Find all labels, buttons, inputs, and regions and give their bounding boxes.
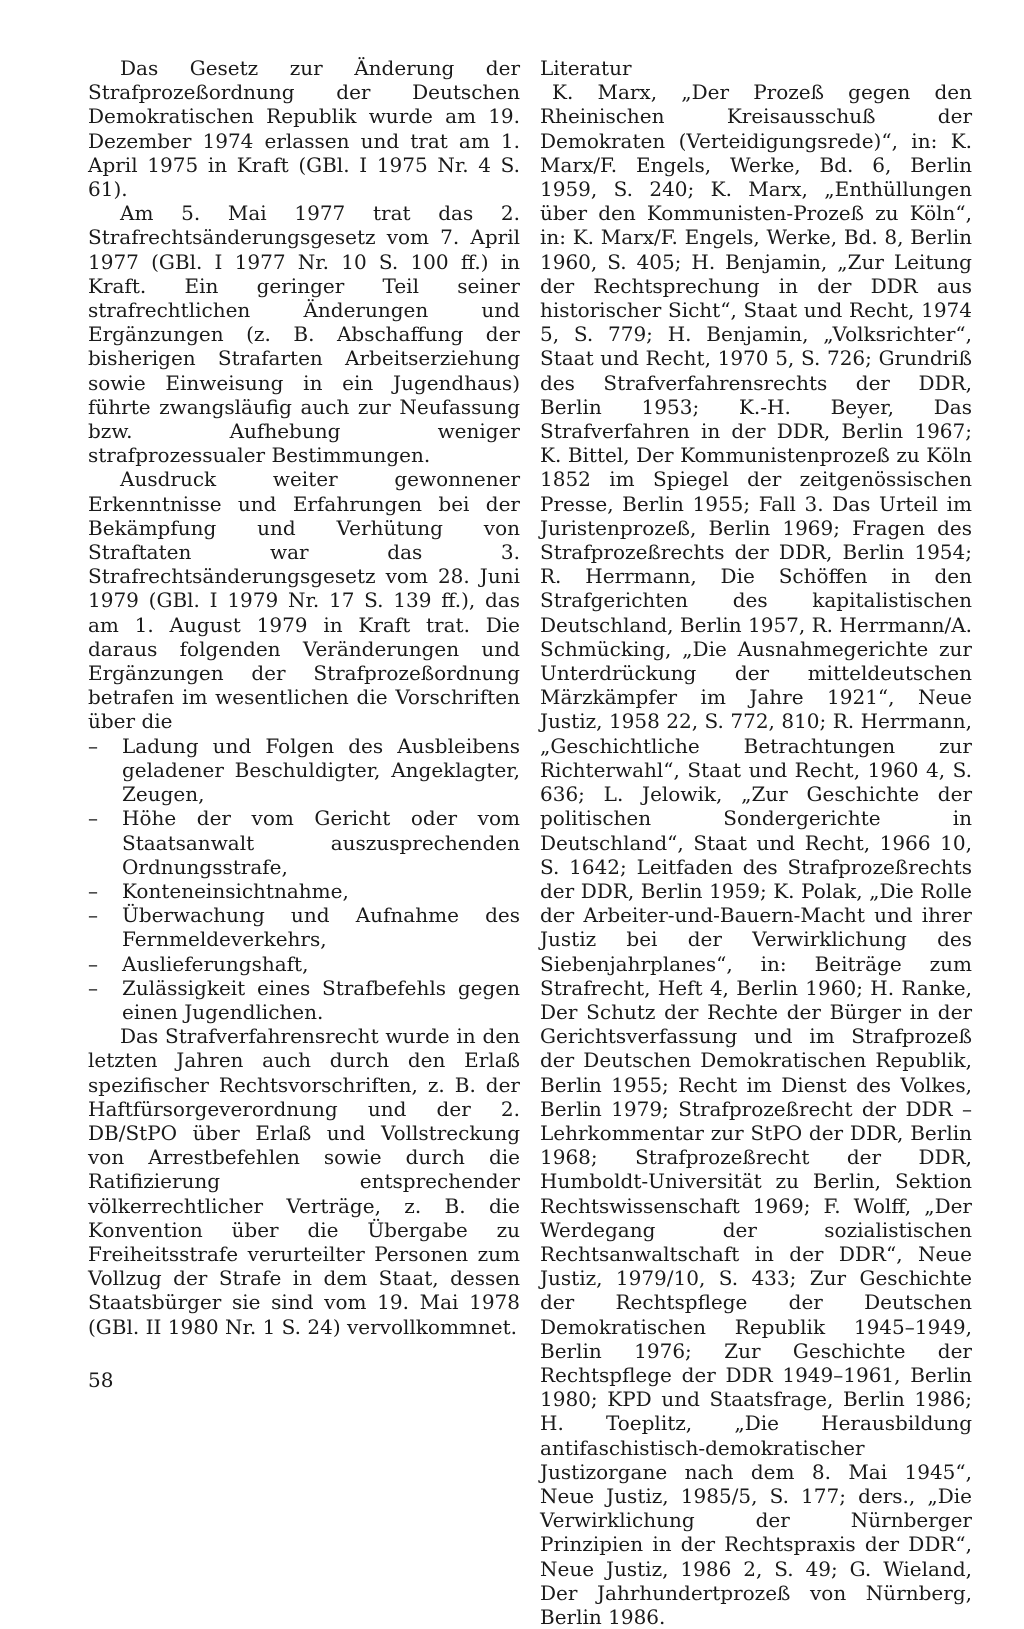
list-item: – Zulässigkeit eines Strafbefehls gegen einen Jugendlichen.	[88, 976, 520, 1024]
list-item: – Auslieferungshaft,	[88, 952, 520, 976]
list-item: – Konteneinsichtnahme,	[88, 879, 520, 903]
right-column	[540, 56, 972, 1629]
page-number: 58	[88, 1368, 114, 1392]
paragraph-stpo-amendment-1974: Das Gesetz zur Änderung der Strafprozeßordnung der Deutschen Demokratischen Republik wurde am 19. Dezember 1974 erlassen und trat am 1. April 1975 in Kraft (GBl. I 1975 Nr. 4 S. 61).	[88, 56, 520, 202]
list-item: – Höhe der vom Gericht oder vom Staatsanwalt auszusprechenden Ordnungsstrafe,	[88, 806, 520, 879]
list-item: – Überwachung und Aufnahme des Fernmeldeverkehrs,	[88, 903, 520, 951]
paragraph-second-criminal-law-amendment: Am 5. Mai 1977 trat das 2. Strafrechtsänderungsgesetz vom 7. April 1977 (GBl. I 1977 Nr. 10 S. 100 ff.) in Kraft. Ein geringer Teil seiner strafrechtlichen Änderungen und Ergänzungen (z. B. Abschaffung der bisherigen Strafarten Arbeitserziehung sowie Einweisung in ein Jugendhaus) führte zwangsläufig auch zur Neufassung bzw. Aufhebung weniger strafprozessualer Bestimmungen.	[88, 201, 520, 468]
paragraph-specific-regulations: Das Strafverfahrensrecht wurde in den letzten Jahren auch durch den Erlaß spezifischer Rechtsvorschriften, z. B. der Haftfürsorgeverordnung und der 2. DB/StPO über Erlaß und Vollstreckung von Arrestbefehlen sowie durch die Ratifizierung entsprechender völkerrechtlicher Verträge, z. B. die Konvention über die Übergabe zu Freiheitsstrafe verurteilter Personen zum Vollzug der Strafe in dem Staat, dessen Staatsbürger sie sind vom 19. Mai 1978 (GBl. II 1980 Nr. 1 S. 24) vervollkommnet.	[88, 1024, 520, 1339]
left-column	[88, 56, 520, 1339]
paragraph-third-criminal-law-amendment: Ausdruck weiter gewonnener Erkenntnisse und Erfahrungen bei der Bekämpfung und Verhütung von Straftaten war das 3. Strafrechtsänderungsgesetz vom 28. Juni 1979 (GBl. I 1979 Nr. 17 S. 139 ff.), das am 1. August 1979 in Kraft trat. Die daraus folgenden Veränderungen und Ergänzungen der Strafprozeßordnung betrafen im wesentlichen die Vorschriften über die	[88, 467, 520, 734]
list-item: – Ladung und Folgen des Ausbleibens geladener Beschuldigter, Angeklagter, Zeugen,	[88, 734, 520, 807]
literature-references: K. Marx, „Der Prozeß gegen den Rheinischen Kreisausschuß der Demokraten (Verteidigungsrede)“, in: K. Marx/F. Engels, Werke, Bd. 6, Berlin 1959, S. 240; K. Marx, „Enthüllungen über den Kommunisten-Prozeß zu Köln“, in: K. Marx/F. Engels, Werke, Bd. 8, Berlin 1960, S. 405; H. Benjamin, „Zur Leitung der Rechtsprechung in der DDR aus historischer Sicht“, Staat und Recht, 1974 5, S. 779; H. Benjamin, „Volksrichter“, Staat und Recht, 1970 5, S. 726; Grundriß des Strafverfahrensrechts der DDR, Berlin 1953; K.-H. Beyer, Das Strafverfahren in der DDR, Berlin 1967; K. Bittel, Der Kommunistenprozeß zu Köln 1852 im Spiegel der zeitgenössischen Presse, Berlin 1955; Fall 3. Das Urteil im Juristenprozeß, Berlin 1969; Fragen des Strafprozeßrechts der DDR, Berlin 1954; R. Herrmann, Die Schöffen in den Strafgerichten des kapitalistischen Deutschland, Berlin 1957, R. Herrmann/A. Schmücking, „Die Ausnahmegerichte zur Unterdrückung der mitteldeutschen Märzkämpfer im Jahre 1921“, Neue Justiz, 1958 22, S. 772, 810; R. Herrmann, „Geschichtliche Betrachtungen zur Richterwahl“, Staat und Recht, 1960 4, S. 636; L. Jelowik, „Zur Geschichte der politischen Sondergerichte in Deutschland“, Staat und Recht, 1966 10, S. 1642; Leitfaden des Strafprozeßrechts der DDR, Berlin 1959; K. Polak, „Die Rolle der Arbeiter-und-Bauern-Macht und ihrer Justiz bei der Verwirklichung des Siebenjahrplanes“, in: Beiträge zum Strafrecht, Heft 4, Berlin 1960; H. Ranke, Der Schutz der Rechte der Bürger in der Gerichtsverfassung und im Strafprozeß der Deutschen Demokratischen Republik, Berlin 1955; Recht im Dienst des Volkes, Berlin 1979; Strafprozeßrecht der DDR – Lehrkommentar zur StPO der DDR, Berlin 1968; Strafprozeßrecht der DDR, Humboldt-Universität zu Berlin, Sektion Rechtswissenschaft 1969; F. Wolff, „Der Werdegang der sozialistischen Rechtsanwaltschaft in der DDR“, Neue Justiz, 1979/10, S. 433; Zur Geschichte der Rechtspflege der Deutschen Demokratischen Republik 1945–1949, Berlin 1976; Zur Geschichte der Rechtspflege der DDR 1949–1961, Berlin 1980; KPD und Staatsfrage, Berlin 1986; H. Toeplitz, „Die Herausbildung antifaschistisch-demokratischer Justizorgane nach dem 8. Mai 1945“, Neue Justiz, 1985/5, S. 177; ders., „Die Verwirklichung der Nürnberger Prinzipien in der Rechtspraxis der DDR“, Neue Justiz, 1986 2, S. 49; G. Wieland, Der Jahrhundertprozeß von Nürnberg, Berlin 1986.	[540, 80, 972, 1629]
literature-heading: Literatur	[540, 56, 632, 80]
amendment-topics-list	[88, 734, 520, 1024]
